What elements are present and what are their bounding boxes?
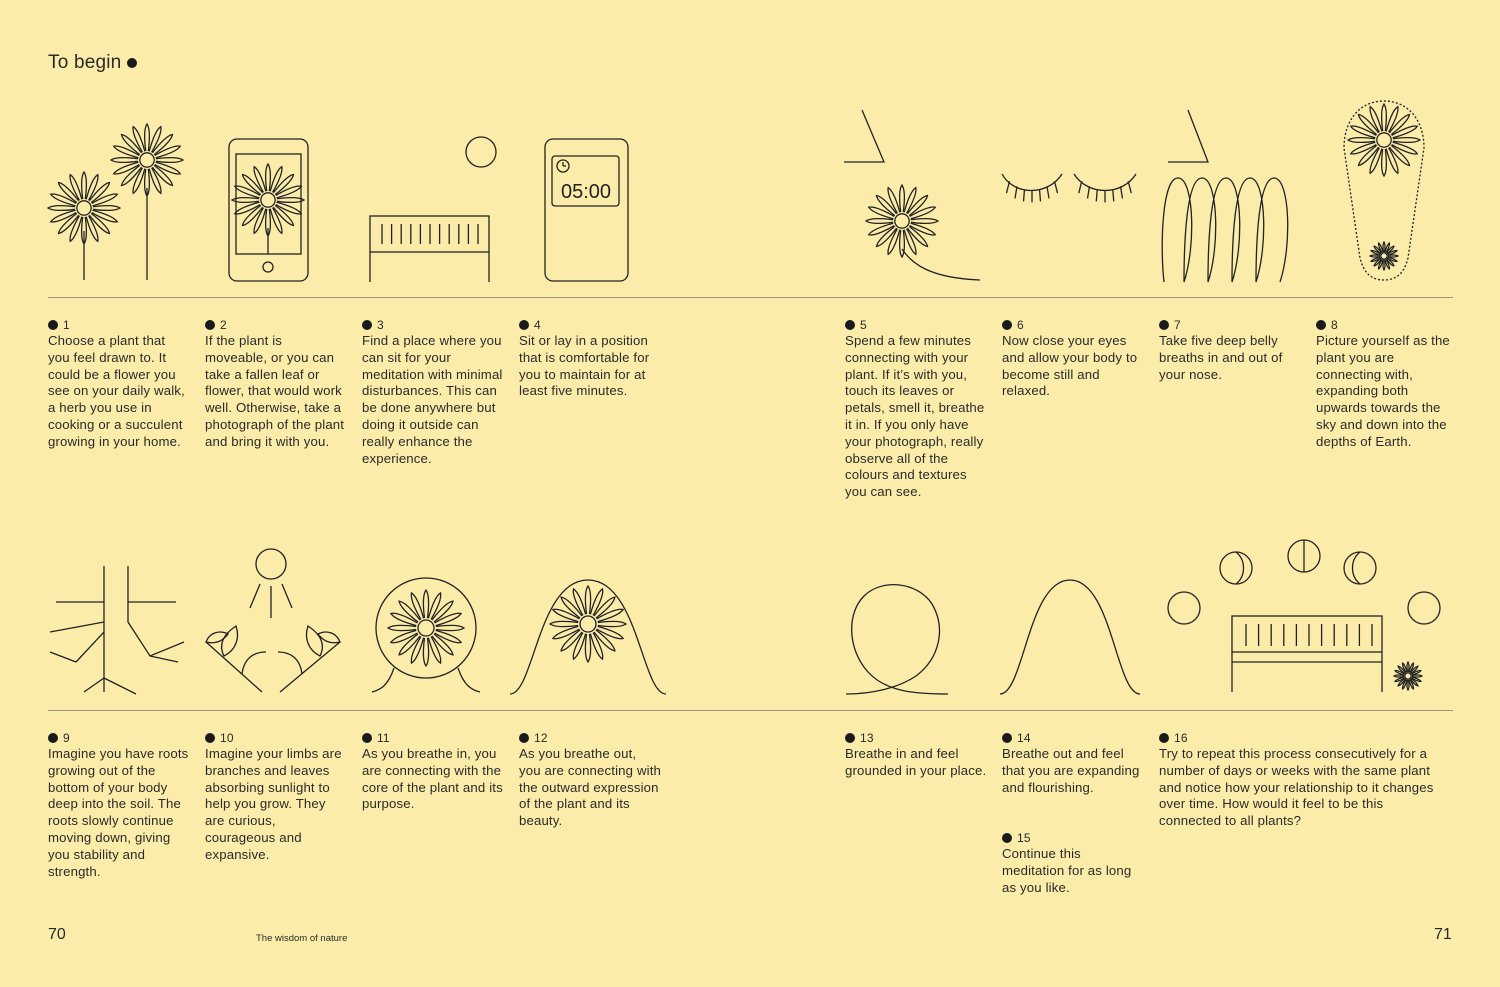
running-title: The wisdom of nature [256,933,348,944]
step-13: 13 Breathe in and feel grounded in your place. [845,731,987,778]
page-number-left: 70 [48,926,66,943]
plant-body-icon [1338,98,1430,284]
step-7: 7 Take five deep belly breaths in and out of your nose. [1159,317,1301,383]
hand-flower-icon [840,106,986,284]
step-4: 4 Sit or lay in a position that is comfortable for you to maintain for at least five minutes. [519,317,661,400]
step-12: 12 As you breathe out, you are connecting with the outward expression of the plant and its beauty. [519,731,662,829]
step-15: 15 Continue this meditation for as long as you like. [1002,830,1144,896]
bench-moons-icon [1160,538,1450,696]
step-11: 11 As you breathe in, you are connecting with the core of the plant and its purpose. [362,731,503,812]
step-9: 9 Imagine you have roots growing out of the bottom of your body deep into the soil. The roots slowly continue moving down, giving you stability and strength. [48,731,189,879]
step-5: 5 Spend a few minutes connecting with your plant. If it’s with you, touch its leaves or petals, smell it, breathe it in. If you only have your photograph, really observe all of the colours and textures you can see. [845,317,987,501]
title-dot [127,58,137,68]
page-title: To begin [48,52,137,74]
step-3: 3 Find a place where you can sit for your meditation with minimal disturbances. This can be done anywhere but doing it outside can really enhance the experience. [362,318,503,466]
closed-eyes-icon [998,166,1144,216]
step-14: 14 Breathe out and feel that you are expanding and flourishing. [1002,730,1144,796]
arch-out-icon [998,578,1142,696]
page-number-right: 71 [1434,926,1452,943]
row-2-rule [48,710,1453,711]
loop-in-icon [842,578,952,696]
flowers-icon [44,118,190,284]
row-1-rule [48,297,1453,298]
step-1: 1 Choose a plant that you feel drawn to. It could be a flower you see on your daily walk, a herb you use in cooking or a succulent growing in your home. [48,317,190,451]
phone-photo-icon [226,136,312,284]
bench-sun-icon [366,134,500,284]
phone-timer-icon [542,136,632,284]
flower-circle-icon [370,576,482,696]
flower-arch-icon [508,578,668,696]
step-6: 6 Now close your eyes and allow your body to become still and relaxed. [1002,317,1144,400]
roots-icon [46,562,186,698]
step-8: 8 Picture yourself as the plant you are connecting with, expanding both upwards towards the sky and down into the depths of Earth. [1316,317,1458,451]
timer-display: 05:00 [560,181,612,203]
step-16: 16 Try to repeat this process consecutively for a number of days or weeks with the same plant and notice how your relationship to it changes over time. How would it feel to be this connected to all plants? [1159,730,1449,830]
breath-loops-icon [1160,106,1292,284]
branches-sun-icon [200,546,346,696]
step-10: 10 Imagine your limbs are branches and leaves absorbing sunlight to help you grow. They are curious, courageous and expansive. [205,730,347,864]
step-2: 2 If the plant is moveable, or you can take a fallen leaf or flower, that would work well. Otherwise, take a photograph of the plant and bring it with you. [205,317,347,451]
